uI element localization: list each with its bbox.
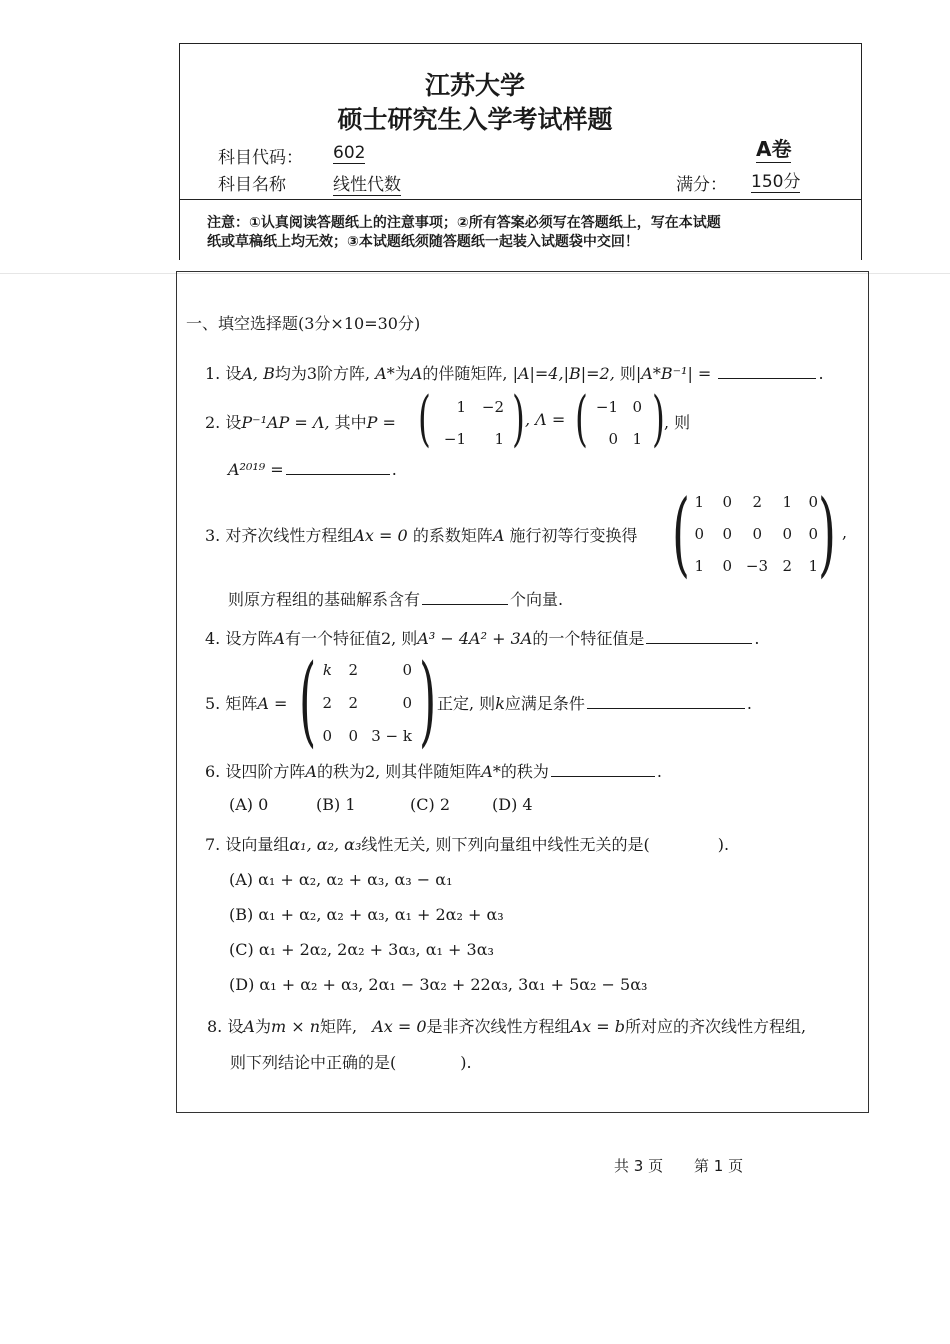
university-name: 江苏大学 [424,71,525,100]
matrix-q3-cell: 0 [722,493,732,511]
matrix-q3-cell: 1 [694,493,704,511]
question-8-line-2: 则下列结论中正确的是( ). [230,1053,472,1072]
matrix-q5-cell: 2 [322,694,332,712]
matrix-q5-cell: 2 [348,661,358,679]
matrix-lambda-cell: −1 [595,398,618,416]
full-score-label: 满分： [676,175,727,195]
matrix-q5-cell: 2 [348,694,358,712]
subject-name-label: 科目名称 [218,175,286,195]
header-divider [179,199,862,200]
answer-blank-1 [718,378,816,379]
section-heading: 一、填空选择题(3分×10=30分) [186,314,421,333]
matrix-lambda-cell: 0 [632,398,642,416]
matrix-p-cell: 1 [494,430,504,448]
matrix-q3-cell: −3 [745,557,768,575]
lambda-lhs: , Λ = [525,410,566,429]
matrix-q3-cell: 0 [722,557,732,575]
question-6-option: (A) 0 [229,795,269,814]
matrix-q3-cell: 1 [694,557,704,575]
question-7-option: (A) α₁ + α₂, α₂ + α₃, α₃ − α₁ [229,870,453,889]
matrix-q3-right-paren: ) [818,480,836,587]
question-7-option: (C) α₁ + 2α₂, 2α₂ + 3α₃, α₁ + 3α₃ [229,940,494,959]
notice-line-2: 纸或草稿纸上均无效；③本试题纸须随答题纸一起装入试题袋中交回！ [207,234,639,250]
page-current: 第 1 页 [694,1157,744,1175]
question-2-then: , 则 [664,413,691,432]
matrix-q5-left-paren: ( [299,644,317,758]
question-5-tail: 正定, 则k应满足条件 . [437,694,752,713]
question-3-line-2: 则原方程组的基础解系含有 个向量. [228,590,564,609]
matrix-q3-cell: 0 [722,525,732,543]
matrix-q3-cell: 0 [782,525,792,543]
subject-name: 线性代数 [333,170,401,196]
question-7-option: (D) α₁ + α₂ + α₃, 2α₁ − 3α₂ + 22α₃, 3α₁ + 5α₂ − 5α₃ [229,975,648,994]
subject-code-label: 科目代码： [218,148,303,168]
matrix-q3-cell: 0 [808,525,818,543]
matrix-q3-cell: 0 [694,525,704,543]
question-6-option: (D) 4 [492,795,533,814]
matrix-p-cell: −2 [481,398,504,416]
notice-line-1: 注意：①认真阅读答题纸上的注意事项；②所有答案必须写在答题纸上，写在本试题 [207,215,721,231]
answer-blank-6 [551,776,655,777]
question-3: 3. 对齐次线性方程组Ax = 0 的系数矩阵A 施行初等行变换得 [205,526,638,545]
question-2-line-2: A²⁰¹⁹ = . [228,460,397,479]
question-6-option: (C) 2 [410,795,450,814]
matrix-p-cell: 1 [456,398,466,416]
question-6-option: (B) 1 [316,795,356,814]
matrix-q5-cell: k [322,661,332,679]
question-8: 8. 设A为m × n矩阵, Ax = 0是非齐次线性方程组Ax = b所对应的齐次线性方程组, [207,1017,807,1036]
answer-blank-5 [587,708,745,709]
matrix-q3-cell: 1 [808,557,818,575]
matrix-q3-cell: 0 [752,525,762,543]
matrix-q5-cell: 3 − k [371,727,412,745]
question-3-comma: , [842,523,848,542]
question-7: 7. 设向量组α₁, α₂, α₃线性无关, 则下列向量组中线性无关的是( ). [205,835,730,854]
matrix-lambda-cell: 1 [632,430,642,448]
matrix-q5-cell: 0 [322,727,332,745]
matrix-q5-right-paren: ) [419,644,437,758]
question-2: 2. 设P⁻¹AP = Λ, 其中P = [205,413,396,432]
matrix-q5-cell: 0 [402,694,412,712]
matrix-lambda-cell: 0 [608,430,618,448]
answer-blank-2 [286,474,390,475]
matrix-p-right-paren: ) [512,384,525,454]
page-total: 共 3 页 [614,1157,664,1175]
exam-title: 硕士研究生入学考试样题 [337,105,613,134]
question-4: 4. 设方阵A有一个特征值2, 则A³ − 4A² + 3A的一个特征值是 . [205,629,760,648]
matrix-q3-cell: 1 [782,493,792,511]
matrix-lambda-left-paren: ( [575,384,588,454]
question-6: 6. 设四阶方阵A的秩为2, 则其伴随矩阵A*的秩为 . [205,762,662,781]
paper-version: A卷 [756,133,791,163]
question-1: 1. 设A, B均为3阶方阵, A*为A的伴随矩阵, |A|=4,|B|=2, 则|A*B⁻¹| = . [205,364,824,383]
matrix-q5-cell: 0 [402,661,412,679]
matrix-q3-left-paren: ( [672,480,690,587]
matrix-q3-cell: 0 [808,493,818,511]
answer-blank-3 [422,604,508,605]
question-5: 5. 矩阵A = [205,694,288,713]
matrix-p-left-paren: ( [418,384,431,454]
matrix-lambda-right-paren: ) [652,384,665,454]
matrix-q3-cell: 2 [752,493,762,511]
subject-code: 602 [333,143,366,163]
full-score: 150分 [751,167,800,193]
matrix-q5-cell: 0 [348,727,358,745]
matrix-q3-cell: 2 [782,557,792,575]
question-7-option: (B) α₁ + α₂, α₂ + α₃, α₁ + 2α₂ + α₃ [229,905,504,924]
answer-blank-4 [646,643,752,644]
matrix-p-cell: −1 [443,430,466,448]
